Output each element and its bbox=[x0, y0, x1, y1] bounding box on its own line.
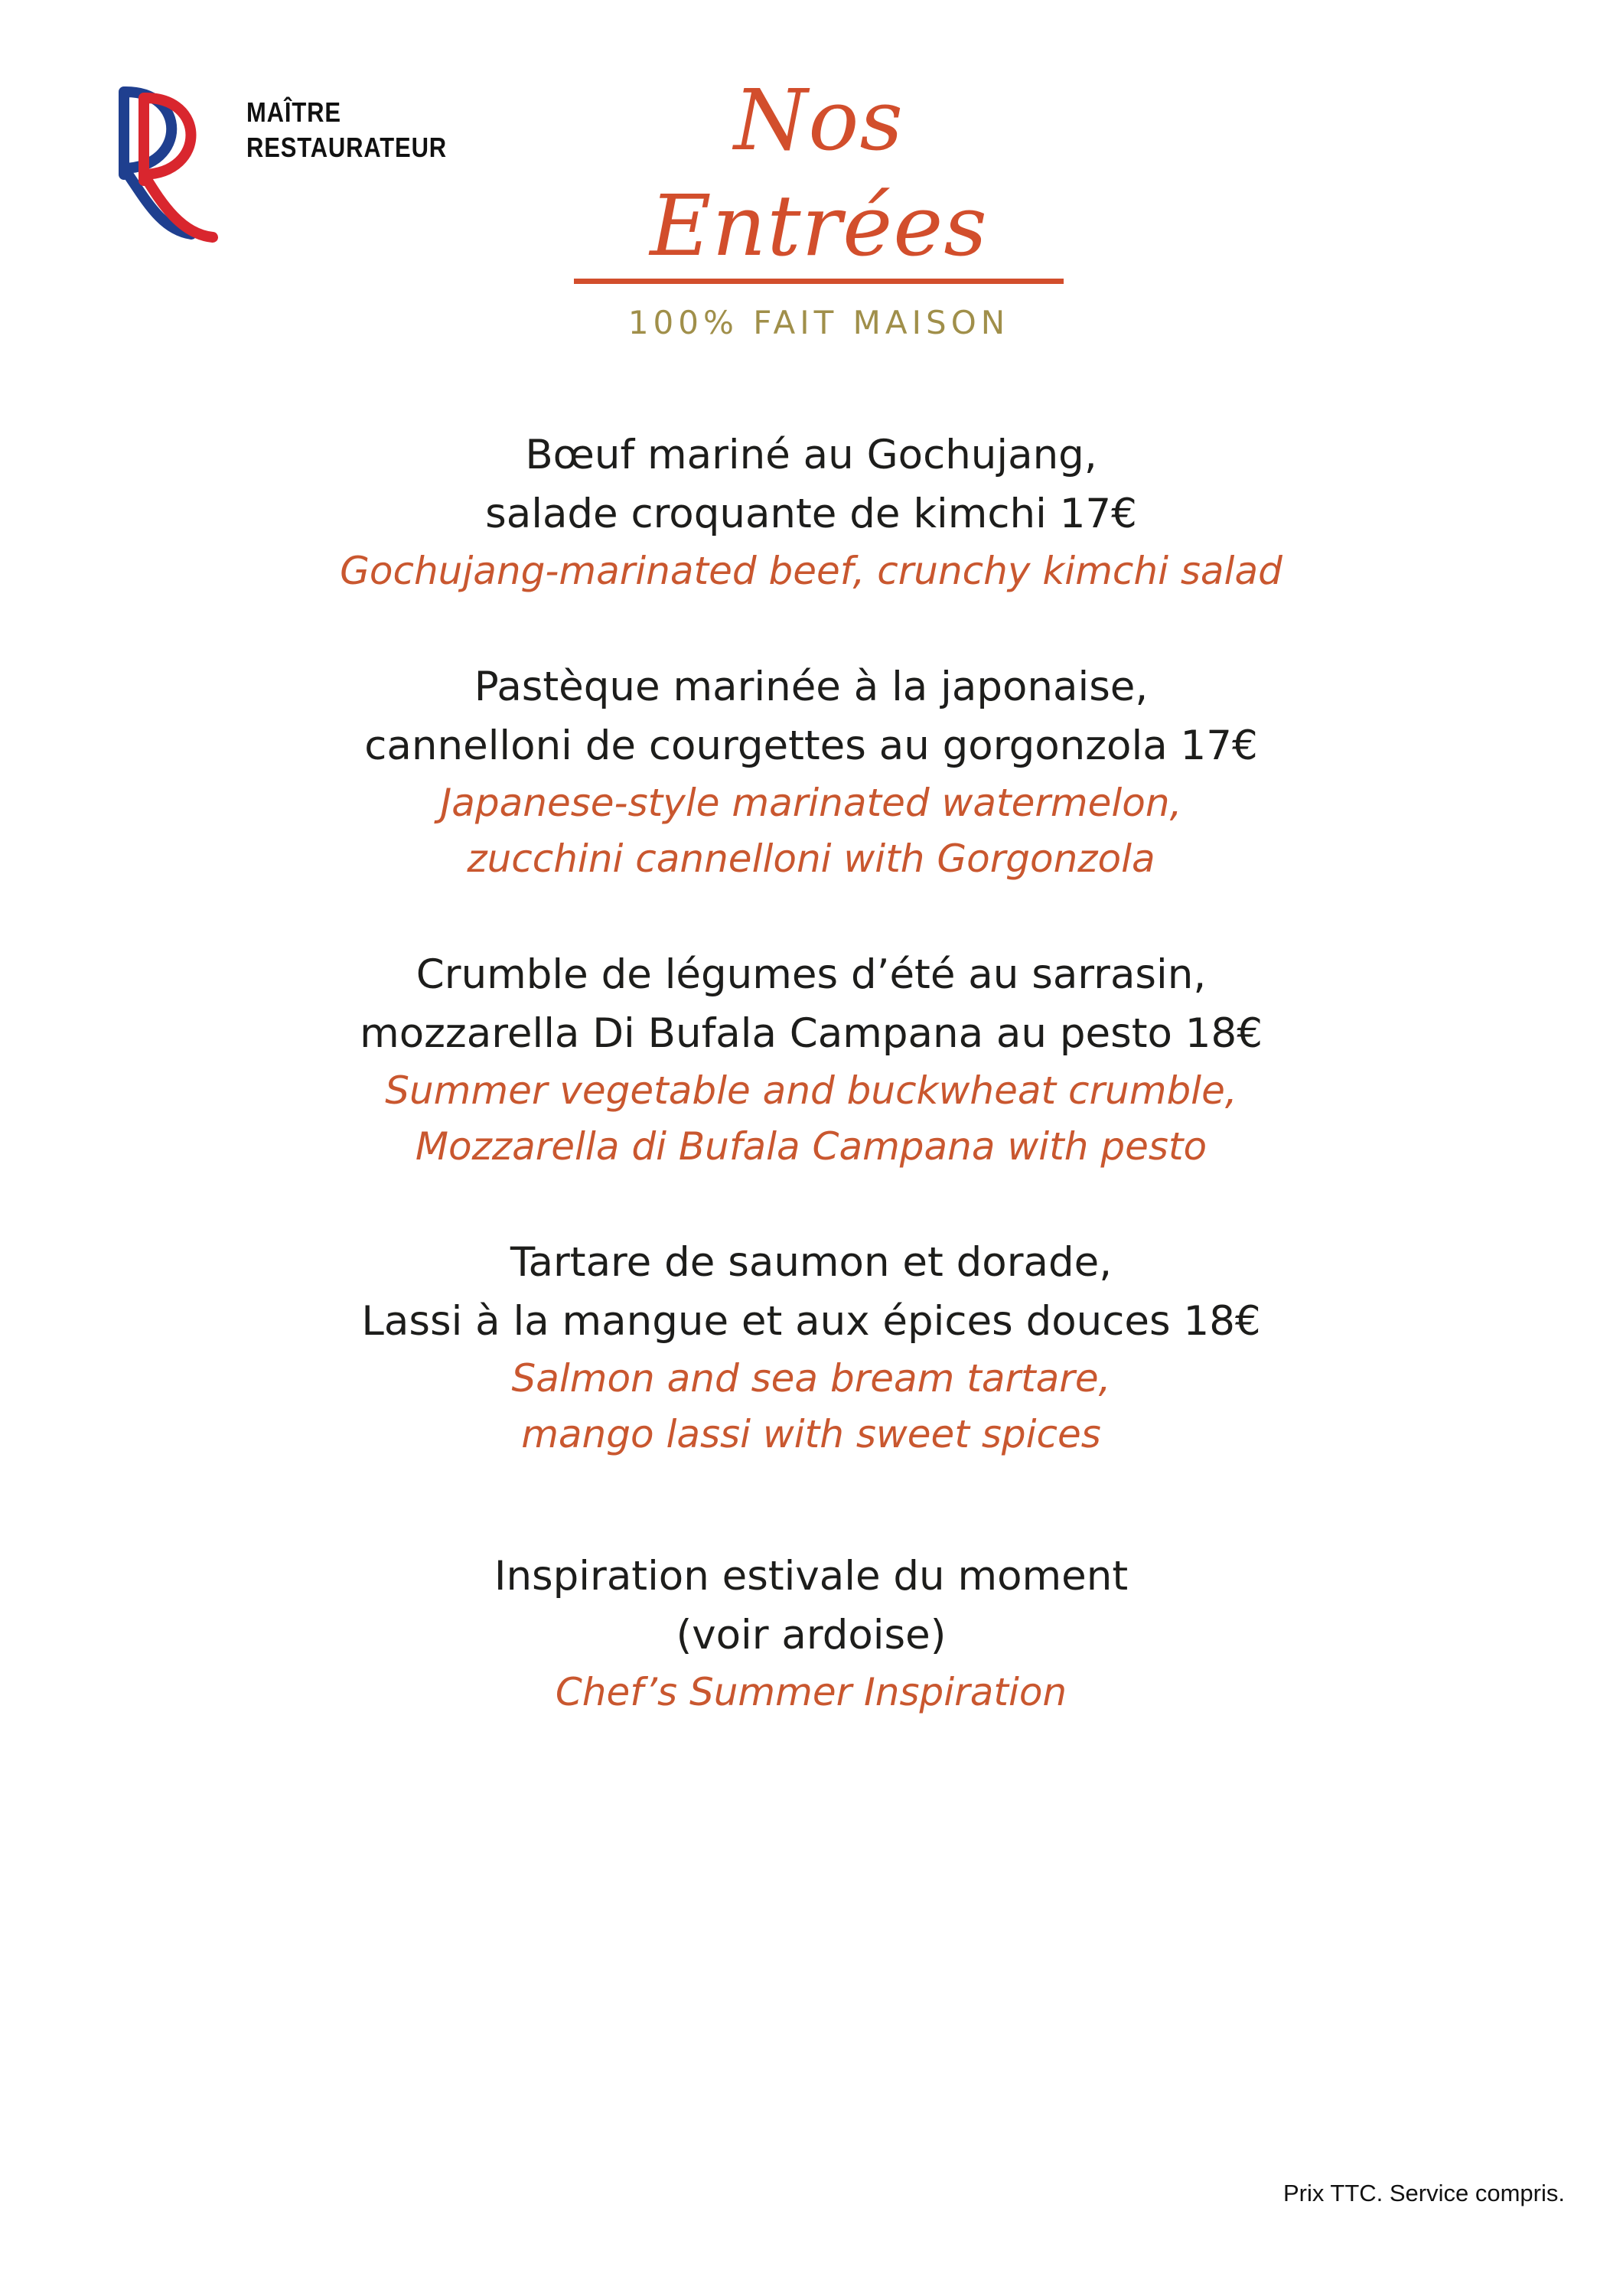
dish-french-line: (voir ardoise) bbox=[676, 1612, 947, 1658]
dish-item bbox=[153, 657, 1469, 887]
dish-english-line: Chef’s Summer Inspiration bbox=[555, 1670, 1067, 1714]
maitre-restaurateur-logo bbox=[115, 84, 474, 245]
dish-french-line: Crumble de légumes d’été au sarrasin, bbox=[416, 951, 1207, 998]
dish-item bbox=[153, 945, 1469, 1175]
page-subtitle: 100% FAIT MAISON bbox=[627, 304, 1010, 341]
dish-english-line: Salmon and sea bream tartare, bbox=[511, 1356, 1111, 1401]
dish-english-line: Japanese-style marinated watermelon, bbox=[440, 781, 1182, 825]
dish-french-line: Bœuf mariné au Gochujang, bbox=[525, 432, 1097, 478]
dish-french-line: Pastèque marinée à la japonaise, bbox=[474, 664, 1149, 710]
dish-item bbox=[153, 426, 1469, 599]
dish-french-line: salade croquante de kimchi 17€ bbox=[485, 491, 1137, 537]
dish-english-line: mango lassi with sweet spices bbox=[521, 1412, 1101, 1456]
dish-french-line: cannelloni de courgettes au gorgonzola 17€ bbox=[364, 722, 1258, 769]
dish-list bbox=[153, 426, 1469, 1779]
dish-french-line: Lassi à la mangue et aux épices douces 18€ bbox=[361, 1298, 1261, 1345]
dish-english-line: Summer vegetable and buckwheat crumble, bbox=[385, 1068, 1237, 1113]
price-note: Prix TTC. Service compris. bbox=[1282, 2180, 1565, 2206]
dish-french-line: Tartare de saumon et dorade, bbox=[510, 1239, 1113, 1286]
logo-line-1: MAÎTRE bbox=[246, 96, 341, 128]
dish-item bbox=[153, 1233, 1469, 1463]
maitre-restaurateur-r-icon bbox=[115, 84, 222, 245]
menu-heading bbox=[566, 67, 1071, 341]
logo-text bbox=[246, 95, 447, 165]
dish-french-line: Inspiration estivale du moment bbox=[494, 1553, 1129, 1600]
dish-english-line: zucchini cannelloni with Gorgonzola bbox=[467, 837, 1155, 881]
logo-line-2: RESTAURATEUR bbox=[246, 132, 448, 163]
page-title: Nos Entrées bbox=[650, 71, 988, 275]
dish-english-line: Gochujang-marinated beef, crunchy kimchi salad bbox=[340, 549, 1282, 593]
dish-english-line: Mozzarella di Bufala Campana with pesto bbox=[415, 1124, 1207, 1169]
dish-item-special bbox=[153, 1547, 1469, 1720]
title-underline bbox=[574, 279, 1064, 284]
dish-french-line: mozzarella Di Bufala Campana au pesto 18€ bbox=[360, 1010, 1263, 1057]
